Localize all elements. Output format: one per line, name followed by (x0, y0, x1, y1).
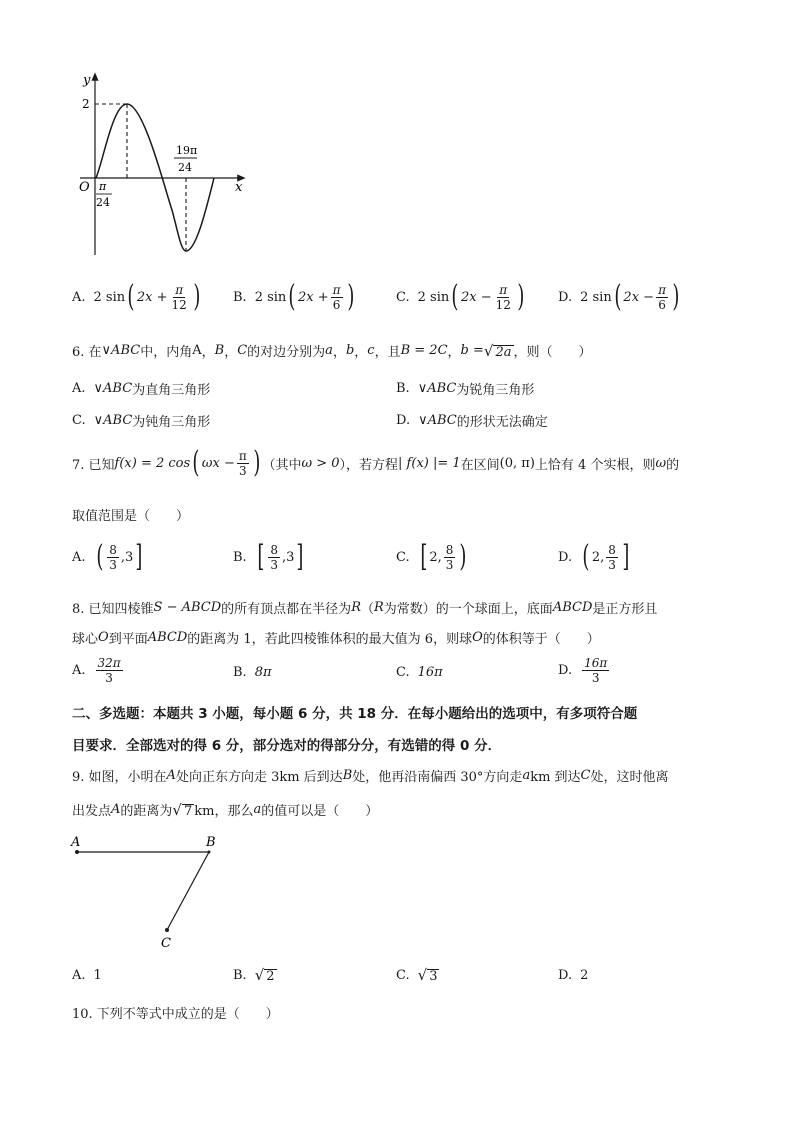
frac-den: 3 (109, 557, 117, 572)
right-paren: ) (672, 279, 680, 314)
text: 取值范围是（ ） (72, 509, 190, 524)
close-bracket: ] (135, 539, 143, 574)
q6-option-b[interactable] (396, 379, 534, 398)
option-fraction (331, 283, 343, 312)
text: ，则（ ） (513, 345, 592, 360)
option-letter: A. (72, 549, 86, 565)
text: 处向正东方向走 3km 后到达 (175, 770, 343, 785)
var-c: c (367, 343, 375, 358)
frac-den: 6 (658, 297, 666, 312)
option-letter: D. (558, 663, 573, 678)
q6-option-d[interactable] (396, 411, 548, 430)
sep: ， (354, 345, 368, 360)
option-text: 16π (417, 665, 443, 680)
right-paren: ) (193, 279, 201, 314)
q7-stem-line2 (72, 505, 189, 524)
text: 球心 (72, 632, 99, 647)
text: 的体积等于（ ） (482, 632, 600, 647)
option-letter: D. (558, 289, 573, 305)
walk-diagram (65, 830, 235, 955)
sep: ， (332, 345, 346, 360)
q9-option-d[interactable] (558, 968, 588, 983)
text: 处，这时他离 (590, 770, 669, 785)
var-O: O (472, 630, 483, 645)
option-fraction (494, 283, 513, 312)
text: 是正方形且 (592, 602, 658, 617)
base-name: ABCD (552, 600, 593, 615)
option-letter: A. (72, 968, 86, 983)
fraction (107, 543, 119, 572)
x-start-numerator: π (99, 180, 107, 193)
text: （其中 (262, 457, 302, 473)
frac-num: 8 (270, 542, 279, 557)
text: 7. 已知 (72, 457, 115, 473)
var-B: B (214, 343, 225, 358)
inner-expr: ωx − (201, 455, 235, 471)
q6-option-a[interactable] (72, 379, 210, 398)
frac-num: π (499, 282, 508, 297)
frac-den: 3 (239, 463, 247, 478)
option-coef: 2 sin (254, 289, 287, 305)
q8-stem-line1 (72, 598, 657, 617)
fraction (268, 543, 280, 572)
option-inner: 2x + (298, 289, 329, 305)
close-bracket: ) (459, 539, 467, 574)
option-text: 的形状无法确定 (456, 415, 548, 430)
fraction (582, 656, 609, 685)
x-axis-label: x (235, 180, 243, 195)
radical-sign: √ (483, 341, 494, 360)
q7-stem-line1 (72, 445, 680, 480)
q8-option-b[interactable] (233, 665, 272, 680)
radicand: 2a (495, 344, 512, 360)
frac-num: π (658, 282, 666, 297)
text: 的值可以是（ ） (261, 804, 379, 819)
option-letter: A. (72, 663, 86, 678)
sqrt (484, 342, 514, 360)
text: 中，内角 (140, 345, 193, 360)
text: ），若方程 (339, 457, 399, 473)
option-inner: 2x − (623, 289, 655, 305)
text: 8. 已知四棱锥 (72, 602, 154, 617)
right-value: ,3 (282, 549, 295, 565)
omega: ω (655, 455, 667, 471)
fraction (444, 543, 456, 572)
text: 处，他再沿南偏西 30°方向走 (352, 770, 523, 785)
text: ，且 (374, 345, 401, 360)
right-paren: ) (517, 279, 525, 314)
origin-label: O (79, 180, 90, 195)
section-2-heading-line1: 二、多选题：本题共 3 小题，每小题 6 分，共 18 分．在每小题给出的选项中，有多项符合题 (72, 706, 638, 722)
triangle-symbol: ∨ABC (93, 381, 133, 396)
open-bracket: ( (582, 539, 590, 574)
sine-graph (70, 70, 250, 260)
x-trough-denominator: 24 (178, 161, 192, 174)
text: 的距离为 (120, 804, 173, 819)
interval: (0, π) (499, 455, 535, 471)
option-text: 为钝角三角形 (132, 415, 211, 430)
text: 的距离为 1，若此四棱锥体积的最大值为 6，则球 (187, 632, 473, 647)
q7-option-c[interactable] (396, 539, 469, 574)
text: 到平面 (108, 632, 148, 647)
frac-den: 3 (608, 557, 616, 572)
option-text: 为直角三角形 (132, 383, 211, 398)
close-bracket: ] (622, 539, 630, 574)
close-bracket: ] (296, 539, 304, 574)
frac-den: 6 (332, 297, 341, 312)
option-inner: 2x + (136, 289, 168, 305)
triangle-symbol: ∨ABC (418, 413, 457, 428)
q9-option-a[interactable] (72, 968, 102, 983)
q5-option-c[interactable] (396, 279, 527, 314)
option-letter: D. (558, 968, 573, 983)
option-letter: B. (233, 289, 247, 305)
option-fraction (656, 283, 668, 312)
q7-option-a[interactable] (72, 539, 145, 574)
option-letter: A. (72, 381, 86, 396)
option-fraction (170, 283, 189, 312)
left-paren: ( (614, 279, 622, 314)
text: 9. 如图，小明在 (72, 770, 167, 785)
open-bracket: [ (257, 539, 265, 574)
var-a: a (522, 768, 531, 783)
sep: ， (201, 345, 215, 360)
left-paren: ( (288, 279, 296, 314)
x-trough-numerator: 19π (176, 144, 198, 157)
q7-option-b[interactable] (233, 539, 306, 574)
frac-den: 3 (105, 671, 113, 685)
point-B (208, 851, 211, 854)
option-coef: 2 sin (93, 289, 126, 305)
frac-num: 8 (608, 542, 616, 557)
var-C: C (580, 768, 591, 783)
triangle-symbol: ∨ABC (93, 413, 133, 428)
q5-option-d[interactable] (558, 279, 682, 314)
option-text: 为锐角三角形 (456, 383, 535, 398)
radical-sign: √ (172, 800, 182, 819)
option-letter: B. (233, 665, 247, 680)
var-B: B (342, 768, 353, 783)
left-value: 2, (429, 549, 442, 565)
right-paren: ) (253, 445, 261, 480)
open-bracket: ( (95, 539, 103, 574)
x-start-denominator: 24 (96, 196, 110, 209)
sqrt (255, 966, 277, 984)
text: km，那么 (194, 804, 254, 819)
option-inner: 2x − (460, 289, 492, 305)
point-A (75, 850, 79, 854)
fraction (96, 656, 123, 685)
right-paren: ) (346, 279, 354, 314)
var-A: A (166, 768, 176, 783)
frac-num: 16π (584, 656, 608, 670)
q5-option-b[interactable] (233, 279, 356, 314)
q8-stem-line2 (72, 628, 600, 647)
option-letter: A. (72, 289, 86, 305)
q6-stem (72, 341, 592, 360)
var-A: A (111, 802, 121, 817)
point-C (165, 928, 169, 932)
sqrt (172, 801, 194, 819)
y-max-label: 2 (82, 97, 90, 111)
option-text: 8π (254, 665, 272, 680)
radicand: 7 (183, 803, 193, 819)
text: 的所有顶点都在半径为 (221, 602, 352, 617)
option-letter: C. (396, 289, 410, 305)
q7-option-d[interactable] (558, 539, 632, 574)
q10-stem: 10. 下列不等式中成立的是（ ） (72, 1007, 279, 1022)
var-A: A (192, 343, 202, 358)
text: 为常数）的一个球面上，底面 (383, 602, 553, 617)
left-paren: ( (127, 279, 135, 314)
option-coef: 2 sin (417, 289, 450, 305)
radical-sign: √ (417, 966, 428, 984)
option-text: 1 (93, 968, 102, 983)
radicand: 2 (266, 969, 275, 984)
triangle-symbol: ∨ABC (417, 381, 457, 396)
omega-condition: ω > 0 (301, 455, 340, 471)
sep: ， (447, 345, 461, 360)
left-paren: ( (451, 279, 459, 314)
text: 在区间 (460, 457, 500, 473)
fraction (606, 543, 618, 572)
option-letter: C. (396, 549, 410, 565)
q8-option-a[interactable] (72, 656, 125, 685)
q9-option-b[interactable] (233, 966, 277, 984)
var-a: a (325, 343, 333, 358)
option-letter: B. (396, 381, 410, 396)
q6-option-c[interactable] (72, 411, 210, 430)
option-letter: D. (558, 549, 573, 565)
var-b: b (345, 343, 355, 358)
text: 上恰有 4 个实根，则 (534, 457, 656, 473)
frac-den: 3 (591, 671, 600, 685)
sqrt (418, 966, 440, 984)
triangle-symbol: ∨ABC (101, 343, 141, 358)
option-text: 2 (580, 968, 589, 983)
sep: ， (224, 345, 238, 360)
option-letter: C. (72, 413, 86, 428)
radicand: 3 (429, 969, 438, 984)
q5-option-a[interactable] (72, 279, 203, 314)
var-C: C (237, 343, 248, 358)
q9-stem-line1 (72, 766, 669, 785)
frac-num: π (332, 282, 341, 297)
q9-stem-line2 (72, 800, 378, 819)
text: 的 (666, 457, 680, 473)
label-C: C (161, 936, 171, 951)
q8-option-c[interactable] (396, 665, 443, 680)
frac-den: 3 (270, 557, 279, 572)
label-A: A (71, 835, 81, 850)
option-letter: D. (396, 413, 411, 428)
label-B: B (206, 835, 216, 850)
left-paren: ( (192, 445, 200, 480)
option-letter: C. (396, 967, 410, 983)
frac-den: 12 (171, 297, 187, 312)
right-value: ,3 (120, 549, 134, 565)
base-name: ABCD (147, 630, 188, 645)
q9-option-c[interactable] (396, 966, 439, 984)
text: 6. 在 (72, 345, 102, 360)
segment-BC (167, 852, 209, 930)
var-R: R (351, 600, 361, 615)
section-2-heading-line2: 目要求．全部选对的得 6 分，部分选对的得部分分，有选错的得 0 分． (72, 738, 502, 754)
radical-sign: √ (254, 966, 265, 984)
var-R: R (374, 600, 384, 615)
abs-equation: | f(x) |= 1 (398, 455, 461, 471)
option-letter: B. (233, 967, 247, 983)
condition-1: B = 2C (400, 343, 448, 358)
frac-den: 3 (445, 557, 454, 572)
function-def: f(x) = 2 cos (114, 455, 191, 471)
frac-den: 12 (495, 297, 511, 312)
frac-num: π (238, 448, 247, 463)
text: 的对边分别为 (247, 345, 326, 360)
fraction (237, 449, 249, 478)
option-letter: B. (233, 549, 247, 565)
text: 出发点 (72, 804, 112, 819)
open-bracket: [ (419, 539, 427, 574)
text: km 到达 (530, 770, 581, 785)
frac-num: π (175, 282, 184, 297)
var-a: a (253, 802, 262, 817)
text: （ (360, 602, 374, 617)
q8-option-d[interactable] (558, 656, 611, 685)
frac-num: 8 (445, 542, 454, 557)
left-value: 2, (591, 549, 605, 565)
option-coef: 2 sin (580, 289, 612, 305)
var-O: O (98, 630, 109, 645)
frac-num: 8 (109, 542, 117, 557)
option-letter: C. (396, 665, 410, 680)
frac-num: 32π (97, 656, 121, 670)
y-axis-label: y (83, 73, 91, 88)
condition-2-lhs: b = (460, 343, 484, 358)
pyramid-name: S − ABCD (153, 600, 222, 615)
